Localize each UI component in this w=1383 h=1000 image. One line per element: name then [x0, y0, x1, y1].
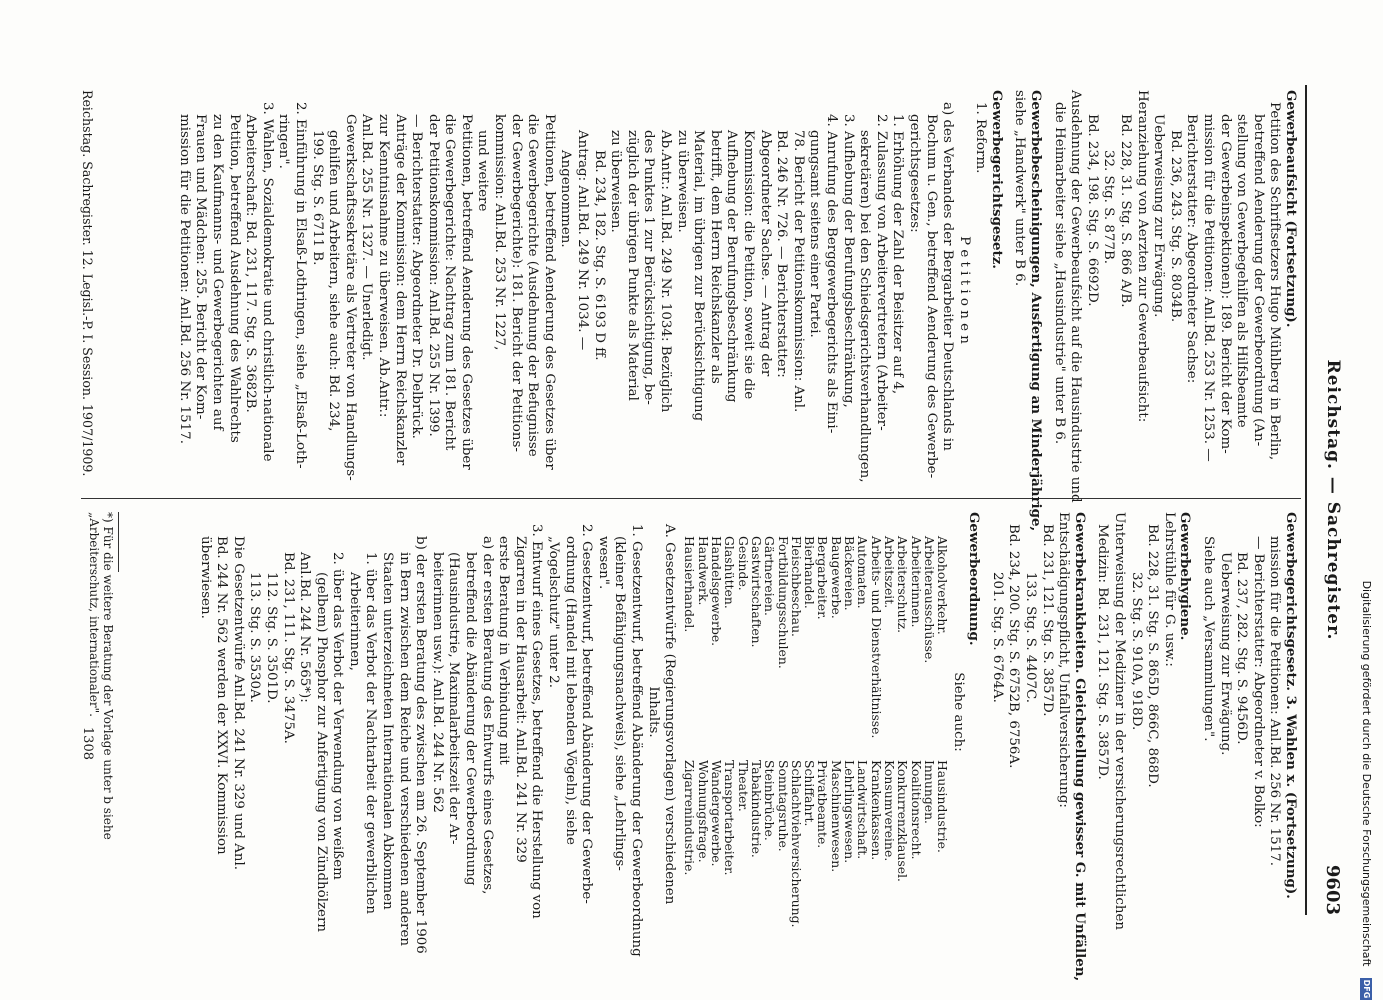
right-column — [196, 512, 1299, 982]
see-also-item: Konsumvereine. — [881, 760, 897, 862]
text-line: kommission: Anl.Bd. 253 Nr. 1227, — [492, 114, 508, 351]
see-also-item: Wandergewerbe. — [709, 760, 725, 867]
see-also-item: Gärtnereien. — [762, 536, 778, 616]
see-also-item: Innungen. — [921, 760, 937, 824]
see-also-item: Theater. — [735, 760, 751, 812]
credit-text-container — [1351, 0, 1381, 1000]
see-also-item: Baugewerbe. — [828, 536, 844, 619]
text-line: Bd. 234, 198. Stg. S. 6692D. — [1084, 114, 1100, 307]
text-line: zu den Kaufmanns- und Gewerbegerichten auf — [210, 114, 225, 431]
text-line: a) der ersten Beratung des Entwurfs eines Gesetzes, — [479, 536, 495, 895]
text-line: (kleiner Befähigungsnachweis), siehe „Lehrlings- — [612, 536, 628, 871]
column-divider — [81, 498, 1301, 499]
text-line: mission für die Petitionen: Anl.Bd. 256 Nr. 1517. — [176, 114, 192, 444]
text-line: zu überweisen. — [608, 130, 624, 233]
see-also-item: Transportarbeiter. — [722, 760, 738, 876]
see-also-item: Bergarbeiter. — [815, 536, 831, 620]
see-also-item: Fortbildungsschulen. — [775, 536, 791, 669]
text-line: Gewerbegerichtsgesetz. 3. Wahlen x. (Fortsetzung). — [1283, 512, 1299, 899]
text-line: überwiesen. — [197, 536, 213, 619]
text-line: Bd. 228, 31. Stg. S. 866 A/B. — [1118, 114, 1134, 308]
see-also-item: Bierhandel. — [802, 536, 818, 609]
text-line: — Berichterstatter: Abgeordneter v. Bolko: — [1250, 536, 1266, 828]
text-line: mission für die Petitionen: Anl.Bd. 256 Nr. 1517. — [1267, 536, 1283, 866]
text-line: 2. über das Verbot der Verwendung von weißem — [330, 552, 346, 880]
see-also-item: Handwerk. — [695, 536, 711, 606]
see-also-item: Privatbeamte. — [815, 760, 831, 849]
footnote-rule — [118, 512, 119, 572]
text-line: Petition, betreffend Ausdehnung des Wahlrechts — [226, 114, 242, 443]
left-column — [175, 90, 1299, 532]
see-also-item: Arbeiterinnen. — [908, 536, 924, 628]
see-also-item: Sonntagsruhe. — [775, 760, 791, 852]
see-also-item: Zigarrenindustrie. — [682, 760, 698, 876]
text-line: siehe „Handwerk" unter B 6. — [1012, 90, 1028, 287]
text-line: gehilfen und Arbeitern, siehe auch: Bd. 234, — [326, 130, 342, 432]
text-line: beiterinnen usw.): Anl.Bd. 244 Nr. 562 — [429, 552, 445, 813]
see-also-item: Lehrlingswesen. — [842, 760, 858, 864]
text-line: Arbeiterschaft: Bd. 231, 117. Stg. S. 3682B. — [243, 114, 259, 413]
footnote: *) Für die weitere Beratung der Vorlage unter b siehe „Arbeiterschutz, internationaler". — [87, 512, 115, 840]
see-also-item: Arbeiterausschüsse. — [921, 536, 937, 664]
text-line: Material, im übrigen zur Berücksichtigung — [691, 130, 707, 422]
text-line: Medizin: Bd. 231, 121. Stg. S. 3857D. — [1095, 524, 1111, 780]
text-line: 2. Gesetzentwurf, betreffend Abänderung der Gewerbe- — [579, 524, 595, 904]
see-also-item: Automaten. — [855, 536, 871, 609]
page-header — [1309, 85, 1343, 915]
text-line: 2. Einführung in Elsaß-Lothringen, siehe „Elsaß-Loth- — [292, 102, 308, 469]
text-line: Kommission: die Petition, soweit sie die — [741, 130, 756, 400]
text-line: Petition des Schriftsetzers Hugo Mühlberg in Berlin, — [1267, 102, 1283, 461]
see-also-item: Fleischbeschau. — [788, 536, 804, 637]
text-line: die Gewerbegerichte: Nachtrag zum 181. Bericht — [442, 114, 458, 451]
text-line: Aufhebung der Berufungsbeschränkung — [724, 130, 740, 403]
text-line: Die Gesetzentwürfe Anl.Bd. 241 Nr. 329 und Anl. — [230, 536, 246, 871]
text-line: Zigarren in der Hausarbeit: Anl.Bd. 241 Nr. 329 — [512, 536, 528, 863]
text-line: 2. Zulassung von Arbeitervertretern (Arbeiter- — [873, 114, 889, 431]
page-header-title: Reichstag. — Sachregister. — [1323, 359, 1343, 641]
text-line: der Petitionskommission: Anl.Bd. 255 Nr. 1399. — [425, 114, 441, 437]
text-line: Anl.Bd. 255 Nr. 1327. — Unerledigt. — [359, 114, 375, 361]
text-line: Gewerbebescheinigungen, Ausfertigung an Minderjährige, — [1028, 90, 1045, 532]
see-also-item: Arbeitszeit. — [881, 536, 897, 609]
see-also-left — [682, 512, 951, 739]
text-line: des Punktes 1 zur Berücksichtigung, be- — [641, 130, 657, 405]
page-number: 9603 — [1322, 864, 1343, 915]
see-also-item: Krankenkassen. — [868, 760, 884, 861]
see-also-item: Steinbrüche. — [762, 760, 778, 841]
text-line: „Vogelschutz" unter 2. — [546, 536, 562, 688]
text-line: betreffend die Abänderung der Gewerbeordnung — [463, 552, 479, 886]
text-line: P e t i t i o n e n — [956, 236, 972, 344]
text-line: in Bern zwischen dem Reiche und verschiedenen anderen — [396, 552, 412, 947]
text-line: a) des Verbandes der Bergarbeiter Deutschlands in — [940, 102, 956, 451]
right-column-top — [949, 512, 1299, 982]
see-also-item: Arbeiterschutz. — [895, 536, 911, 634]
text-line: 78. Bericht der Petitionskommission: Anl. — [790, 130, 806, 413]
text-line: Bd. 246 Nr. 726. — Berichterstatter: — [774, 130, 790, 378]
see-also-item: Arbeits- und Dienstverhältnisse. — [868, 536, 884, 739]
text-line: Bd. 231, 121. Stg. S. 3857D. — [1039, 524, 1055, 717]
footer-left: Reichstag. Sachregister. 12. Legisl.-P. I. Session. 1907/1909. — [80, 90, 95, 477]
text-line: Bochum u. Gen., betreffend Aenderung des Gewerbe- — [923, 114, 939, 479]
text-line: Frauen und Mädchen: 255. Bericht der Kom- — [193, 114, 209, 420]
see-also-item: Konkurrenzklausel. — [895, 760, 911, 882]
text-line: Bd. 234, 200. Stg. S. 6752B, 6756A. — [1006, 524, 1022, 769]
text-line: betrifft, dem Herrn Reichskanzler als — [707, 130, 723, 384]
see-also-list — [682, 512, 951, 928]
see-also-item: Glashütten. — [722, 536, 738, 609]
text-line: 3. Entwurf eines Gesetzes, betreffend die Herstellung von — [529, 524, 545, 919]
text-line: Gewerbehygiene. — [1177, 512, 1194, 641]
text-line: 112. Stg. S. 3501D. — [263, 572, 279, 704]
text-line: Ab.Antr.: Anl.Bd. 249 Nr. 1034: Bezüglich — [658, 130, 674, 413]
text-line: Inhalts. — [645, 686, 661, 738]
see-also-item: Maschinenwesen. — [828, 760, 844, 873]
text-line: b) der ersten Beratung des zwischen am 26. September 1906 — [413, 536, 429, 954]
see-also-item: Schlachtviehversicherung. — [788, 760, 804, 928]
text-line: 113. Stg. S. 3530A. — [247, 572, 263, 703]
see-also-item: Wohnungsfrage. — [695, 760, 711, 863]
text-line: Antrag: Anl.Bd. 249 Nr. 1034. — — [575, 130, 591, 351]
see-also-item: Gastwirtschaften. — [748, 536, 764, 648]
text-line: der Gewerbeinspektionen): 189. Bericht der Kom- — [1217, 114, 1233, 454]
text-line: Lehrstühle für G. usw.: — [1161, 512, 1177, 667]
text-line: 133. Stg. S. 4407C. — [1023, 572, 1039, 704]
right-column-bottom — [196, 512, 683, 957]
see-also-item: Koalitionsrecht. — [908, 760, 924, 860]
text-line: Gewerbeordnung. — [966, 512, 983, 646]
text-line: 1. Gesetzentwurf, betreffend Abänderung der Gewerbeordnung — [629, 524, 644, 957]
text-line: Entschädigungspflicht, Unfallversicherung: — [1056, 512, 1072, 808]
text-line: Bd. 237, 282. Stg. S. 9456D. — [1234, 552, 1250, 745]
text-line: sekretären) bei den Schiedsgerichtsverhandlungen, — [857, 130, 873, 483]
see-also-item: Schiffahrt. — [802, 760, 818, 827]
text-line: ordnung (Handel mit lebenden Vögeln), siehe — [562, 536, 578, 845]
text-line: Ueberweisung zur Erwägung. — [1217, 552, 1233, 756]
see-also-item: Hausindustrie. — [935, 760, 951, 853]
text-line: zu überweisen. — [674, 130, 690, 233]
text-line: Ausdehnung der Gewerbeaufsicht auf die Hausindustrie und — [1068, 90, 1084, 503]
text-line: 1. Erhöhung der Zahl der Beisitzer auf 4, — [890, 114, 906, 395]
text-line: 32. Stg. S. 877B. — [1101, 150, 1117, 265]
text-line: Bd. 231, 111. Stg. S. 3475A. — [280, 552, 296, 744]
text-line: 4. Anrufung des Berggewerbegerichts als Eini- — [823, 114, 839, 434]
text-line: 1. über das Verbot der Nachtarbeit der gewerblichen — [363, 552, 379, 914]
text-line: Abgeordneter Sachse. — Antrag der — [757, 130, 773, 377]
see-also-item: Alkoholverkehr. — [935, 536, 951, 635]
text-line: mission für die Petitionen: Anl.Bd. 253 Nr. 1253. — — [1201, 114, 1217, 462]
text-line: Gewerbeaufsicht (Fortsetzung). — [1283, 90, 1299, 328]
see-also-right — [683, 736, 949, 928]
text-line: gungsamt seitens einer Partei. — [807, 130, 823, 338]
text-line: züglich der übrigen Punkte als Material — [624, 130, 640, 401]
text-line: die Gewerbegerichte (Ausdehnung der Befugnisse — [525, 114, 541, 457]
text-line: 201. Stg. S. 6764A. — [989, 572, 1005, 703]
text-line: betreffend Aenderung der Gewerbeordnung (An- — [1250, 114, 1266, 447]
text-line: Bd. 244 Nr. 562 werden der XXVI. Kommission — [214, 536, 230, 855]
text-line: ringen". — [276, 114, 292, 169]
text-line: Siehe auch „Versammlungen". — [1201, 536, 1217, 742]
text-line: (Hausindustrie, Maximalarbeitszeit der Ar- — [446, 552, 462, 845]
text-line: Bd. 228, 31. Stg. S. 865D, 866C, 868D. — [1145, 524, 1161, 788]
text-line: Siehe auch: — [950, 672, 966, 752]
text-line: 1. Reform. — [973, 102, 989, 174]
text-line: A. Gesetzentwürfe (Regierungsvorlagen) verschiedenen — [662, 524, 678, 905]
text-line: Petitionen, betreffend Aenderung des Gesetzes über — [541, 114, 557, 470]
text-line: erste Beratung in Verbindung mit — [496, 536, 512, 765]
text-line: Anträge der Kommission: dem Herrn Reichskanzler — [392, 114, 408, 466]
text-line: der Gewerbegerichte): 181. Bericht der Petitions- — [508, 114, 524, 452]
text-line: zur Kenntnisnahme zu überweisen. Ab.Antr.: — [375, 114, 391, 418]
text-line: Staaten unterzeichneten Internationalen Abkommen — [380, 552, 396, 910]
text-line: — Berichterstatter: Abgeordneter Dr. Delbrück. — [409, 114, 425, 439]
text-line: Heranziehung von Aerzten zur Gewerbeaufsicht: — [1134, 90, 1150, 423]
text-line: Unterweisung der Mediziner in der versicherungsrechtlichen — [1112, 512, 1128, 930]
text-line: (gelbem) Phosphor zur Anfertigung von Zündhölzern — [313, 572, 329, 932]
text-line: 3. Aufhebung der Berufungsbeschränkung, — [840, 114, 856, 408]
see-also-item: Bäckereien. — [842, 536, 858, 611]
text-line: Ueberweisung zur Erwägung. — [1151, 114, 1167, 318]
text-line: Gewerbegerichtsgesetz. — [988, 90, 1005, 269]
see-also-item: Hausierhandel. — [682, 536, 698, 633]
text-line: Arbeiterinnen, — [346, 572, 362, 671]
text-line: Anl.Bd. 244 Nr. 565*): — [297, 552, 313, 703]
see-also-item: Gesinde. — [735, 536, 751, 591]
text-line: gerichtsgesetzes: — [906, 114, 922, 233]
credit-text: Digitalisierung gefördert durch die Deutsche Forschungsgemeinschaft — [1360, 580, 1373, 967]
text-line: Berichterstatter: Abgeordneter Sachse: — [1184, 114, 1200, 384]
text-line: Angenommen. — [558, 150, 574, 248]
text-line: wesen". — [595, 536, 611, 590]
text-line: 32. Stg. S. 910A, 918D. — [1128, 572, 1144, 731]
see-also-item: Landwirtschaft. — [855, 760, 871, 860]
credit-strip — [1351, 0, 1381, 1000]
text-line: Bd. 234, 182. Stg. S. 6193 D ff. — [591, 150, 607, 361]
header-rule — [1305, 85, 1307, 915]
see-also-item: Handelsgewerbe. — [709, 536, 725, 647]
text-line: und weitere — [475, 130, 491, 212]
text-line: Bd. 236, 243. Stg. S. 8034B. — [1167, 130, 1183, 323]
text-line: Gewerbekrankheiten. Gleichstellung gewisser G. mit Unfällen, — [1071, 512, 1088, 982]
text-line — [1088, 512, 1094, 912]
text-line: 199. Stg. S. 6711 B. — [309, 130, 325, 266]
text-line: Petitionen, betreffend Aenderung des Gesetzes über — [458, 114, 474, 470]
dfg-logo: DFG — [1362, 979, 1371, 999]
see-also-item: Tabakindustrie. — [748, 760, 764, 858]
footer-page-number: 1308 — [80, 726, 95, 760]
text-line: Gewerkschaftssekretäre als Vertreter von Handlungs- — [342, 114, 358, 481]
text-line: die Heimarbeiter siehe „Hausindustrie" unter B 6. — [1051, 102, 1067, 445]
text-line: stellung von Gewerbegehilfen als Hilfsbeamte — [1234, 114, 1250, 428]
text-line: 3. Wahlen, Sozialdemokratie und christlich-nationale — [259, 102, 275, 462]
